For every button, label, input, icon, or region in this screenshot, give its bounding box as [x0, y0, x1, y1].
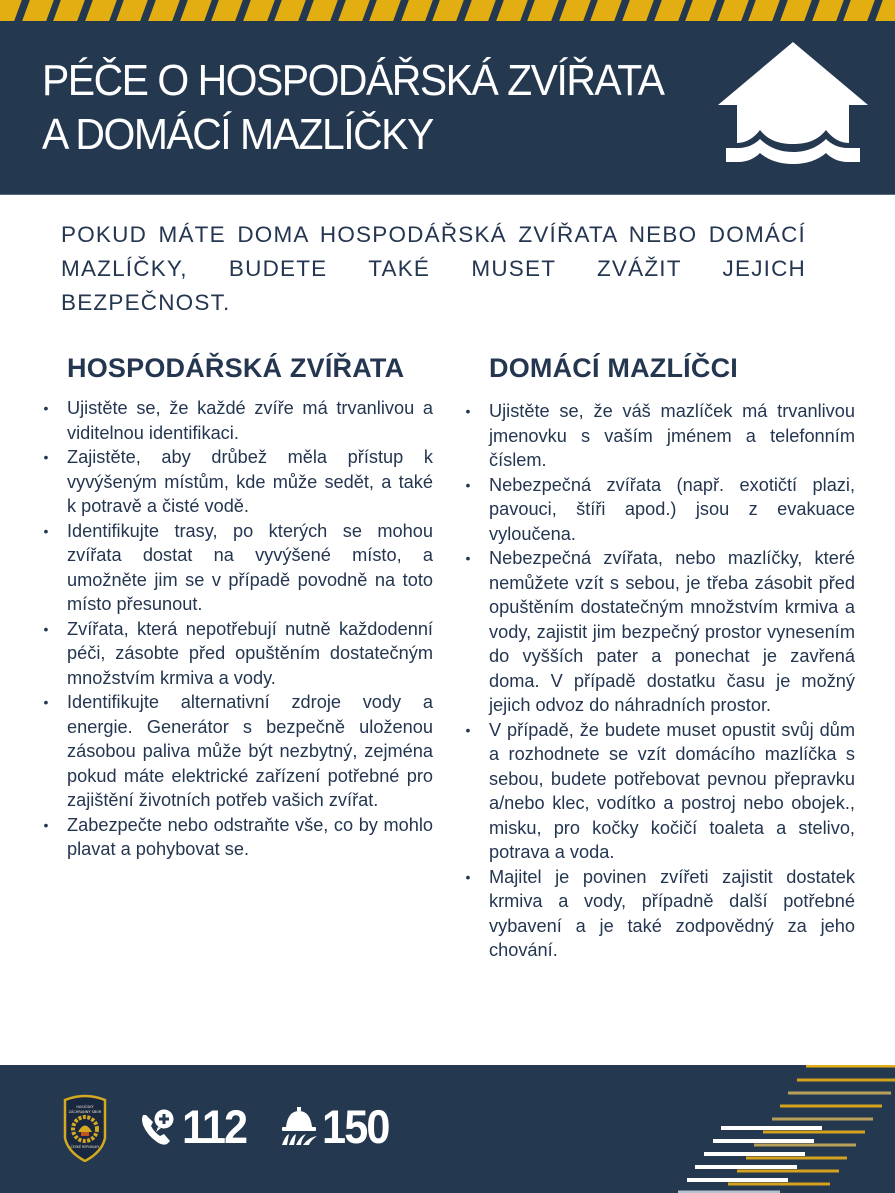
- list-item: • Zajistěte, aby drůbež měla přístup k vyvýšeným místům, kde může sedět, a také k potravě a čisté vodě.: [40, 445, 433, 519]
- list-item: • Identifikujte trasy, po kterých se mohou zvířata dostat na vyvýšené místo, a umožněte jim se v případě povodně na toto místo přesunout.: [40, 519, 433, 617]
- hazard-stripe: [306, 0, 338, 21]
- hazard-stripe: [622, 0, 654, 21]
- list-item: • Nebezpečná zvířata (např. exotičtí plazi, pavouci, štíři apod.) jsou z evakuace vyloučena.: [462, 473, 855, 547]
- title-line-1: PÉČE O HOSPODÁŘSKÁ ZVÍŘATA: [42, 56, 664, 105]
- list-item: • Identifikujte alternativní zdroje vody a energie. Generátor s bezpečně uloženou zásobou paliva může být nezbytný, zejména pokud máte elektrické zařízení potřebné pro zajištění životních potřeb vašich zvířat.: [40, 690, 433, 813]
- list-item: • Zvířata, která nepotřebují nutně každodenní péči, zásobte před opuštěním dostatečným množstvím krmiva a vody.: [40, 617, 433, 691]
- flooded-house-icon: [718, 42, 868, 177]
- livestock-heading: HOSPODÁŘSKÁ ZVÍŘATA: [67, 353, 405, 383]
- list-item: • Majitel je povinen zvířeti zajistit dostatek krmiva a vody, případně další potřebné vybavení a je také zodpovědný za jeho chování.: [462, 865, 855, 963]
- hazard-stripe: [275, 0, 307, 21]
- list-item: • Ujistěte se, že každé zvíře má trvanlivou a viditelnou identifikaci.: [40, 396, 433, 445]
- bullet-icon: •: [465, 550, 471, 566]
- bullet-icon: •: [43, 816, 49, 833]
- hazard-stripe: [148, 0, 180, 21]
- header-banner: [0, 0, 895, 195]
- hazard-stripe: [211, 0, 243, 21]
- hazard-stripe: [85, 0, 117, 21]
- hazard-stripe: [243, 0, 275, 21]
- pets-heading: DOMÁCÍ MAZLÍČCI: [489, 353, 738, 383]
- bullet-icon: •: [43, 694, 49, 710]
- bullet-icon: •: [465, 476, 471, 493]
- hazard-stripe: [654, 0, 686, 21]
- pets-section: [462, 350, 855, 963]
- fire-number: 150: [322, 1100, 389, 1153]
- hazard-stripe: [433, 0, 465, 21]
- title-line-2: A DOMÁCÍ MAZLÍČKY: [42, 110, 433, 159]
- hazard-stripe: [0, 0, 22, 21]
- hazard-stripe: [53, 0, 85, 21]
- hazard-stripe: [338, 0, 370, 21]
- bullet-icon: •: [43, 449, 49, 465]
- hazard-stripe: [591, 0, 623, 21]
- hazard-stripe: [369, 0, 401, 21]
- hazard-stripe-band: [0, 0, 895, 21]
- bullet-icon: •: [465, 868, 471, 885]
- livestock-section: [40, 350, 433, 862]
- pets-list: [462, 399, 855, 963]
- svg-text:ZÁCHRANNÝ SBOR: ZÁCHRANNÝ SBOR: [68, 1110, 102, 1114]
- bullet-icon: •: [43, 522, 49, 539]
- hazard-stripe: [812, 0, 844, 21]
- hazard-stripe: [749, 0, 781, 21]
- hazard-stripe: [180, 0, 212, 21]
- hazard-stripe: [464, 0, 496, 21]
- svg-text:ČESKÉ REPUBLIKY: ČESKÉ REPUBLIKY: [70, 1145, 100, 1149]
- hazard-stripe: [685, 0, 717, 21]
- list-item: • V případě, že budete muset opustit svůj dům a rozhodnete se vzít domácího mazlíčka s sebou, budete potřebovat pevnou přepravku a/nebo klec, vodítko a postroj nebo obojek., misku, pro kočky kočičí toaleta a stelivo, potrava a voda.: [462, 718, 855, 865]
- bullet-icon: •: [465, 721, 471, 738]
- livestock-list: [40, 396, 433, 862]
- hazard-stripe: [875, 0, 895, 21]
- page-title: [42, 54, 674, 162]
- emergency-number: 112: [182, 1100, 247, 1153]
- hazard-stripe: [22, 0, 54, 21]
- hazard-stripe: [843, 0, 875, 21]
- hazard-stripe: [559, 0, 591, 21]
- hazard-stripe: [496, 0, 528, 21]
- decorative-speed-lines: [0, 1065, 895, 1193]
- bullet-icon: •: [465, 403, 471, 419]
- hazard-stripe: [401, 0, 433, 21]
- list-item: • Nebezpečná zvířata, nebo mazlíčky, které nemůžete vzít s sebou, je třeba zásobit před opuštěním dostatečným množstvím krmiva a vody, zajistit jim bezpečný prostor vynesením do vyšších pater a ponechat je zavřená doma. V případě dostatku času je možný jejich odvoz do náhradních prostor.: [462, 546, 855, 718]
- bullet-icon: •: [43, 620, 49, 637]
- list-item: • Zabezpečte nebo odstraňte vše, co by mohlo plavat a pohybovat se.: [40, 813, 433, 862]
- hazard-stripe: [527, 0, 559, 21]
- svg-text:HASIČSKÝ: HASIČSKÝ: [76, 1105, 94, 1109]
- hazard-stripe: [717, 0, 749, 21]
- hazard-stripe: [117, 0, 149, 21]
- footer-banner: [0, 1065, 895, 1193]
- hazard-stripe: [780, 0, 812, 21]
- intro-text: POKUD MÁTE DOMA HOSPODÁŘSKÁ ZVÍŘATA NEBO DOMÁCÍ MAZLÍČKY, BUDETE TAKÉ MUSET ZVÁŽIT JEJICH BEZPEČNOST.: [61, 222, 806, 315]
- bullet-icon: •: [43, 400, 49, 416]
- list-item: • Ujistěte se, že váš mazlíček má trvanlivou jmenovku s vaším jménem a telefonním číslem.: [462, 399, 855, 473]
